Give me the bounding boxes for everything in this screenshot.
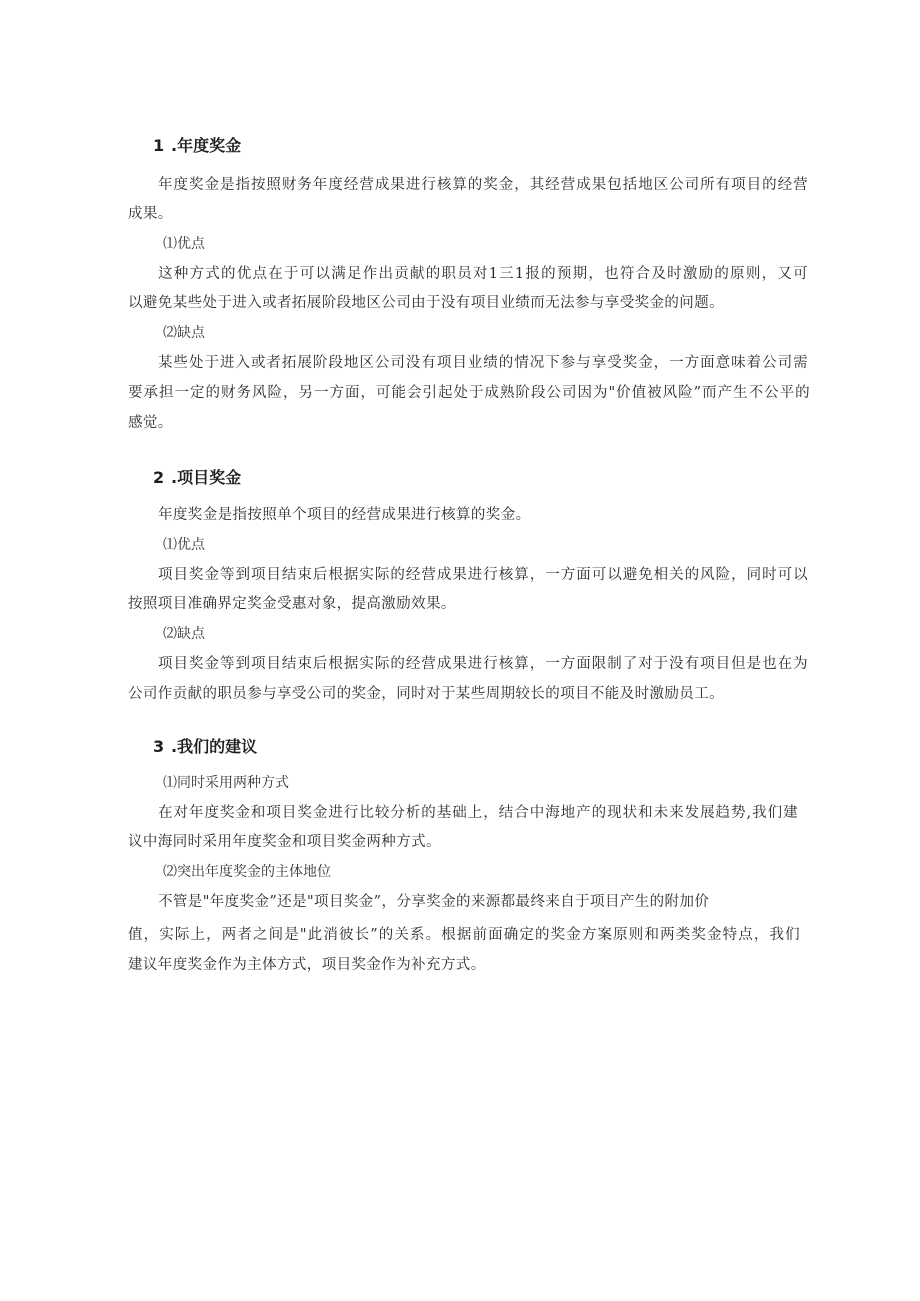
- paragraph-line: 建议年度奖金作为主体方式，项目奖金作为补充方式。: [128, 957, 486, 973]
- paragraph-line: 不管是"年度奖金”还是"项目奖金”，分享奖金的来源都最终来自于项目产生的附加价: [158, 894, 710, 910]
- section-number: 2: [153, 468, 165, 487]
- paragraph-line: 按照项目准确界定奖金受惠对象，提高激励效果。: [128, 596, 456, 612]
- paragraph-line: 公司作贡献的职员参与享受公司的奖金，同时对于某些周期较长的项目不能及时激励员工。: [128, 686, 724, 702]
- paragraph-line: 值，实际上，两者之间是"此消彼长”的关系。根据前面确定的奖金方案原则和两类奖金特点，我们: [128, 927, 800, 943]
- paragraph-line: 要承担一定的财务风险，另一方面，可能会引起处于成熟阶段公司因为"价值被风险”而产生不公平的: [128, 385, 810, 401]
- paragraph-line: 议中海同时采用年度奖金和项目奖金两种方式。: [128, 834, 441, 850]
- paragraph-line: 项目奖金等到项目结束后根据实际的经营成果进行核算，一方面限制了对于没有项目但是也在为: [158, 656, 808, 672]
- subsection-label: ⑵缺点: [163, 325, 205, 341]
- subsection-label: ⑴优点: [163, 537, 205, 553]
- subsection-label: ⑵缺点: [163, 626, 205, 642]
- paragraph-line: 年度奖金是指按照财务年度经营成果进行核算的奖金，其经营成果包括地区公司所有项目的经营: [158, 177, 808, 193]
- paragraph-line: 感觉。: [128, 415, 173, 431]
- paragraph-line: 年度奖金是指按照单个项目的经营成果进行核算的奖金。: [158, 507, 531, 523]
- subsection-label: ⑵突出年度奖金的主体地位: [163, 864, 331, 880]
- section-heading-2: [153, 467, 241, 489]
- paragraph-line: 成果。: [128, 206, 173, 222]
- section-title: .项目奖金: [171, 468, 242, 487]
- section-title: .我们的建议: [171, 737, 258, 756]
- section-heading-1: [153, 135, 241, 157]
- section-heading-3: [153, 736, 257, 758]
- paragraph-line: 某些处于进入或者拓展阶段地区公司没有项目业绩的情况下参与享受奖金，一方面意味着公司需: [158, 355, 808, 371]
- section-title: .年度奖金: [171, 136, 242, 155]
- section-number: 3: [153, 737, 165, 756]
- paragraph-line: 项目奖金等到项目结束后根据实际的经营成果进行核算，一方面可以避免相关的风险，同时可以: [158, 567, 808, 583]
- subsection-label: ⑴优点: [163, 236, 205, 252]
- paragraph-line: 以避免某些处于进入或者拓展阶段地区公司由于没有项目业绩而无法参与享受奖金的问题。: [128, 295, 724, 311]
- section-number: 1: [153, 136, 165, 155]
- paragraph-line: 在对年度奖金和项目奖金进行比较分析的基础上，结合中海地产的现状和未来发展趋势,我们建: [158, 805, 798, 821]
- paragraph-line: 这种方式的优点在于可以满足作出贡献的职员对1三1报的预期，也符合及时激励的原则，又可: [158, 266, 808, 282]
- subsection-label: ⑴同时采用两种方式: [163, 775, 289, 791]
